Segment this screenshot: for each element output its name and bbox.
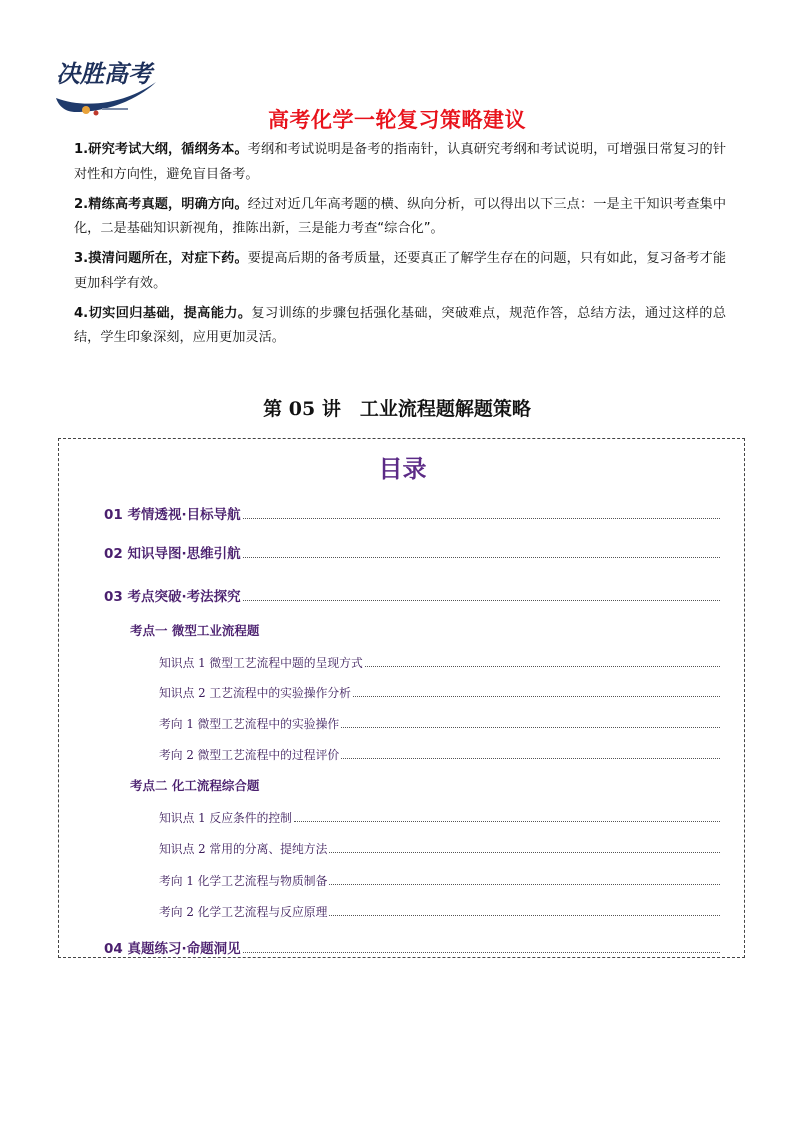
lecture-title bbox=[0, 394, 794, 421]
toc-leader bbox=[243, 518, 720, 519]
toc-entry-label: 03 考点突破·考法探究 bbox=[104, 589, 241, 605]
strategy-item bbox=[74, 193, 726, 242]
strategy-text: 要提高后期的备考质量，还要真正了解学生存在的问题，只有如此，复习备考才能更加科学有效。 bbox=[74, 251, 727, 291]
toc-leader bbox=[329, 884, 720, 885]
toc-leader bbox=[341, 758, 720, 759]
toc-entry-label: 04 真题练习·命题洞见 bbox=[104, 941, 241, 957]
strategy-number: 1. bbox=[74, 142, 89, 157]
toc-leader bbox=[294, 821, 720, 822]
toc-entry[interactable] bbox=[159, 684, 720, 701]
toc-entry[interactable] bbox=[159, 903, 720, 920]
strategy-text: 考纲和考试说明是备考的指南针，认真研究考纲和考试说明，可增强日常复习的针对性和方向性，避免盲目备考。 bbox=[74, 142, 727, 182]
strategy-number: 3. bbox=[74, 251, 89, 266]
toc-entry-label: 考点一 微型工业流程题 bbox=[130, 623, 260, 638]
logo-text: 决胜高考 bbox=[56, 59, 152, 88]
toc-entry-label: 考向 2 微型工艺流程中的过程评价 bbox=[159, 748, 340, 762]
toc-entry-label: 考点二 化工流程综合题 bbox=[130, 778, 260, 793]
strategy-number: 2. bbox=[74, 196, 89, 212]
toc-box bbox=[58, 438, 745, 958]
toc-entry-label: 知识点 1 微型工艺流程中题的呈现方式 bbox=[159, 656, 363, 670]
strategy-item bbox=[74, 138, 726, 187]
toc-entry[interactable] bbox=[104, 503, 720, 523]
toc-leader bbox=[329, 915, 720, 916]
toc-entry-label: 考向 1 微型工艺流程中的实验操作 bbox=[159, 717, 340, 731]
toc-entry[interactable] bbox=[104, 937, 720, 957]
lecture-number: 05 bbox=[288, 398, 316, 420]
toc-entry[interactable] bbox=[159, 746, 720, 763]
toc-entry[interactable] bbox=[159, 840, 720, 857]
strategy-heading: 精练高考真题，明确方向。 bbox=[88, 196, 248, 212]
strategy-text: 经过对近几年高考题的横、纵向分析，可以得出以下三点：一是主干知识考查集中化，二是基础知识新视角，推陈出新，三是能力考查“综合化”。 bbox=[74, 196, 727, 236]
strategy-list bbox=[74, 138, 726, 356]
toc-entry[interactable] bbox=[159, 809, 720, 826]
toc-leader bbox=[243, 600, 720, 601]
toc-entry[interactable] bbox=[159, 654, 720, 671]
toc-leader bbox=[243, 557, 720, 558]
toc-entry-label: 01 考情透视·目标导航 bbox=[104, 507, 241, 523]
toc-leader bbox=[243, 952, 720, 953]
toc-entry[interactable] bbox=[159, 872, 720, 889]
toc-leader bbox=[329, 852, 720, 853]
toc-entry[interactable] bbox=[104, 542, 720, 562]
main-title: 高考化学一轮复习策略建议 bbox=[268, 108, 526, 132]
strategy-heading: 研究考试大纲，循纲务本。 bbox=[88, 142, 248, 157]
toc-entry-label: 知识点 2 常用的分离、提纯方法 bbox=[159, 842, 328, 856]
toc-entry-label: 02 知识导图·思维引航 bbox=[104, 546, 241, 562]
toc-leader bbox=[353, 696, 720, 697]
toc-entry[interactable] bbox=[130, 776, 720, 794]
toc-entry[interactable] bbox=[104, 585, 720, 605]
toc-entry-label: 知识点 2 工艺流程中的实验操作分析 bbox=[159, 686, 351, 700]
toc-entry-label: 考向 2 化学工艺流程与反应原理 bbox=[159, 905, 328, 919]
toc-leader bbox=[365, 666, 720, 667]
lecture-suffix: 讲 bbox=[315, 398, 341, 420]
lecture-prefix: 第 bbox=[263, 398, 289, 420]
strategy-item bbox=[74, 302, 726, 351]
toc-heading: 目录 bbox=[378, 455, 427, 483]
toc-entry[interactable] bbox=[130, 621, 720, 639]
toc-entry[interactable] bbox=[159, 715, 720, 732]
toc-entry-label: 考向 1 化学工艺流程与物质制备 bbox=[159, 874, 328, 888]
strategy-text: 复习训练的步骤包括强化基础，突破难点，规范作答，总结方法，通过这样的总结，学生印象深刻，应用更加灵活。 bbox=[74, 305, 727, 345]
toc-entry-label: 知识点 1 反应条件的控制 bbox=[159, 811, 292, 825]
toc-leader bbox=[341, 727, 720, 728]
strategy-heading: 切实回归基础，提高能力。 bbox=[88, 305, 252, 321]
lecture-topic: 工业流程题解题策略 bbox=[359, 398, 531, 420]
strategy-item bbox=[74, 247, 726, 296]
strategy-number: 4. bbox=[74, 305, 89, 321]
strategy-heading: 摸清问题所在，对症下药。 bbox=[88, 251, 248, 266]
